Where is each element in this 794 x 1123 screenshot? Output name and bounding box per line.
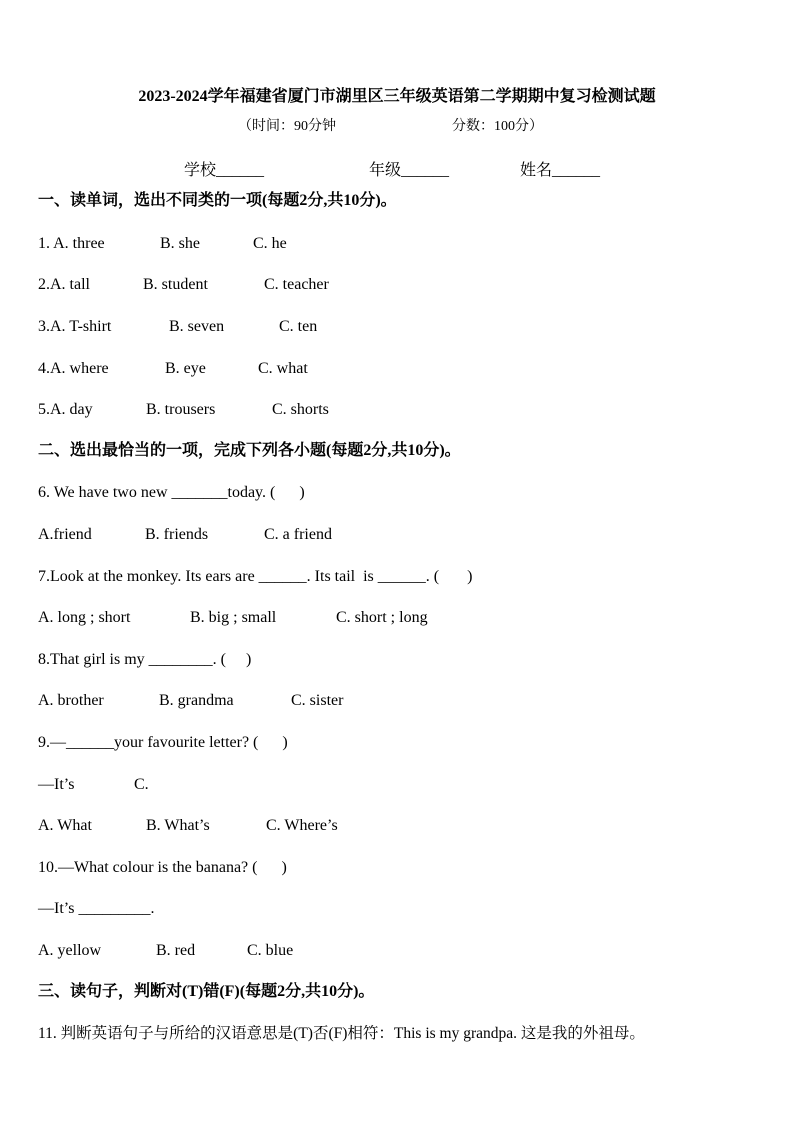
q7-option-c: C. short ; long [336, 609, 428, 626]
q6-option-a: A.friend [38, 526, 92, 543]
section3-heading: 三、读句子，判断对(T)错(F)(每题2分,共10分)。 [38, 983, 375, 1000]
exam-score: 分数：100分） [452, 119, 543, 134]
q5-option-b: B. trousers [146, 401, 216, 418]
q4-option-b: B. eye [165, 360, 206, 377]
q7-stem: 7.Look at the monkey. Its ears are ______. Its tail is ______. ( ) [38, 568, 473, 585]
q2-option-c: C. teacher [264, 276, 329, 293]
q1-option-b: B. she [160, 235, 200, 252]
q4-option-a: 4.A. where [38, 360, 109, 377]
q4-option-c: C. what [258, 360, 308, 377]
q3-option-b: B. seven [169, 318, 225, 335]
q8-option-a: A. brother [38, 692, 104, 709]
grade-field: 年级______ [369, 162, 450, 179]
q8-stem: 8.That girl is my ________. ( ) [38, 651, 252, 668]
q10-reply: —It’s _________. [38, 900, 155, 917]
exam-title: 2023-2024学年福建省厦门市湖里区三年级英语第二学期期中复习检测试题 [138, 88, 656, 105]
q8-option-b: B. grandma [159, 692, 234, 709]
q5-option-c: C. shorts [272, 401, 329, 418]
q10-stem: 10.—What colour is the banana? ( ) [38, 859, 287, 876]
section1-heading: 一、读单词，选出不同类的一项(每题2分,共10分)。 [38, 192, 397, 209]
q10-option-a: A. yellow [38, 942, 102, 959]
q1-option-a: 1. A. three [38, 235, 105, 252]
q3-option-c: C. ten [279, 318, 318, 335]
q1-option-c: C. he [253, 235, 287, 252]
q6-option-c: C. a friend [264, 526, 332, 543]
exam-time: （时间：90分钟 [238, 119, 336, 134]
q9-option-c: C. Where’s [266, 817, 338, 834]
q9-option-a: A. What [38, 817, 92, 834]
q8-option-c: C. sister [291, 692, 344, 709]
q9-reply-tail: C. [134, 776, 149, 793]
q7-option-b: B. big ; small [190, 609, 277, 626]
school-field: 学校______ [184, 162, 265, 179]
section2-heading: 二、选出最恰当的一项，完成下列各小题(每题2分,共10分)。 [38, 442, 461, 459]
q10-option-c: C. blue [247, 942, 294, 959]
q2-option-b: B. student [143, 276, 208, 293]
name-field: 姓名______ [520, 162, 601, 179]
q9-reply: —It’s [38, 776, 75, 793]
q6-stem: 6. We have two new _______today. ( ) [38, 484, 305, 501]
q6-option-b: B. friends [145, 526, 209, 543]
q10-option-b: B. red [156, 942, 196, 959]
q7-option-a: A. long ; short [38, 609, 131, 626]
q3-option-a: 3.A. T-shirt [38, 318, 112, 335]
q9-stem: 9.—______your favourite letter? ( ) [38, 734, 288, 751]
q11-stem: 11. 判断英语句子与所给的汉语意思是(T)否(F)相符：This is my grandpa. 这是我的外祖母。 [38, 1025, 645, 1042]
q2-option-a: 2.A. tall [38, 276, 90, 293]
q5-option-a: 5.A. day [38, 401, 93, 418]
q9-option-b: B. What’s [146, 817, 210, 834]
